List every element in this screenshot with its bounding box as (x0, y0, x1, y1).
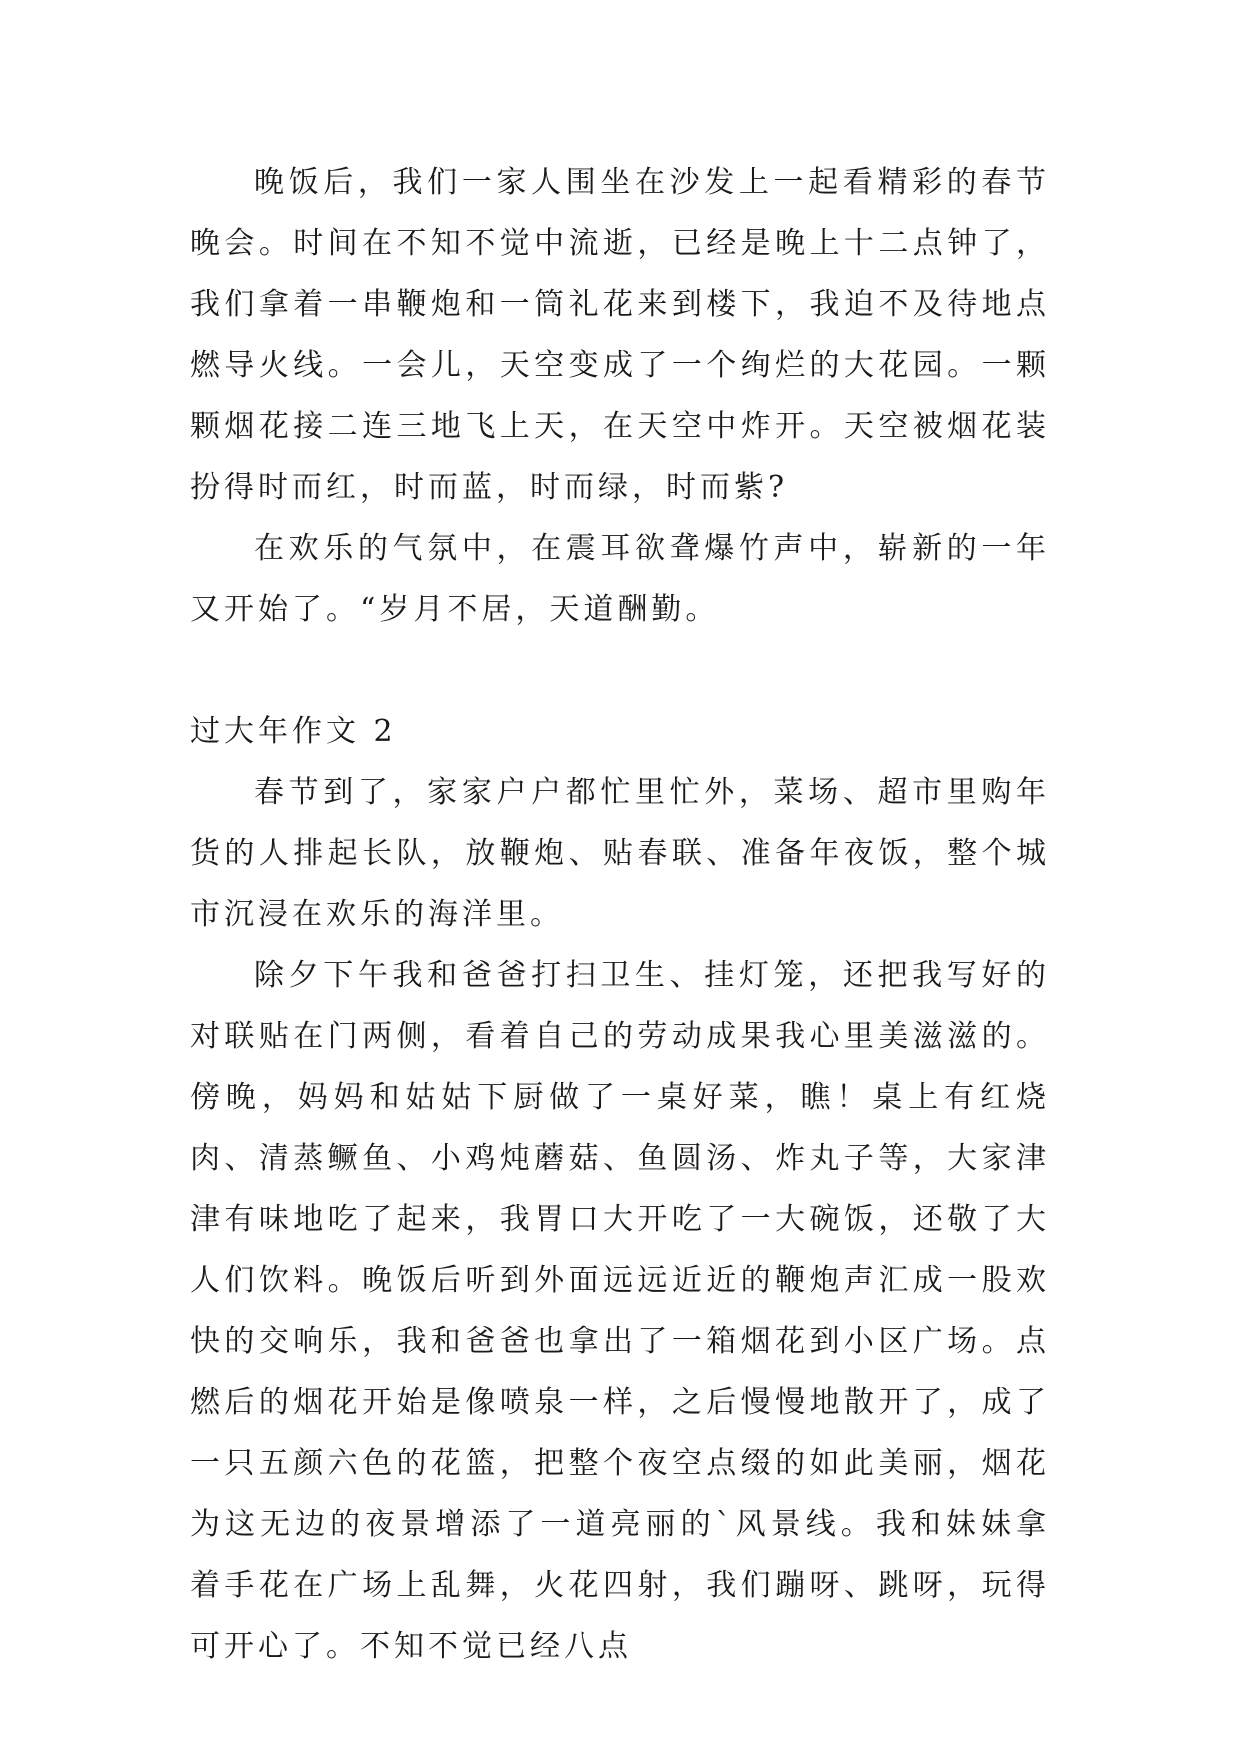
paragraph-new-year-eve-activities: 除夕下午我和爸爸打扫卫生、挂灯笼，还把我写好的对联贴在门两侧，看着自己的劳动成果我心里美滋滋的。傍晚，妈妈和姑姑下厨做了一桌好菜，瞧！桌上有红烧肉、清蒸鳜鱼、小鸡炖蘑菇、鱼圆汤、炸丸子等，大家津津有味地吃了起来，我胃口大开吃了一大碗饭，还敬了大人们饮料。晚饭后听到外面远远近近的鞭炮声汇成一股欢快的交响乐，我和爸爸也拿出了一箱烟花到小区广场。点燃后的烟花开始是像喷泉一样，之后慢慢地散开了，成了一只五颜六色的花篮，把整个夜空点缀的如此美丽，烟花为这无边的夜景增添了一道亮丽的`风景线。我和妹妹拿着手花在广场上乱舞，火花四射，我们蹦呀、跳呀，玩得可开心了。不知不觉已经八点 (190, 958, 1050, 1664)
essay-heading: 过大年作文 2 (190, 714, 397, 749)
document-body (190, 152, 1050, 1677)
paragraph-spring-festival-arrives: 春节到了，家家户户都忙里忙外，菜场、超市里购年货的人排起长队，放鞭炮、贴春联、准备年夜饭，整个城市沉浸在欢乐的海洋里。 (190, 775, 1050, 932)
paragraph-new-year-begins: 在欢乐的气氛中，在震耳欲聋爆竹声中，崭新的一年又开始了。“岁月不居，天道酬勤。 (190, 531, 1050, 627)
paragraph-new-year-eve-fireworks: 晚饭后，我们一家人围坐在沙发上一起看精彩的春节晚会。时间在不知不觉中流逝，已经是晚上十二点钟了，我们拿着一串鞭炮和一筒礼花来到楼下，我迫不及待地点燃导火线。一会儿，天空变成了一个绚烂的大花园。一颗颗烟花接二连三地飞上天，在天空中炸开。天空被烟花装扮得时而红，时而蓝，时而绿，时而紫? (190, 165, 1050, 505)
